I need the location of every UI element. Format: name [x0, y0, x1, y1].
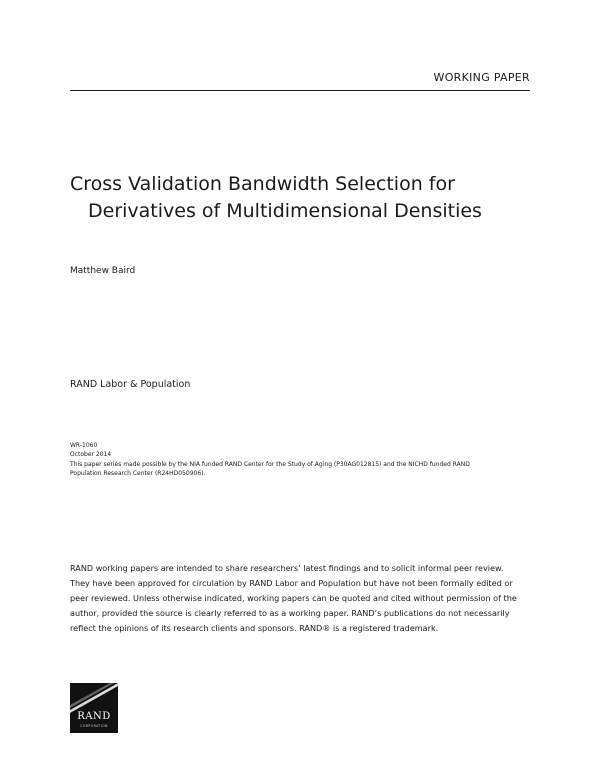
title-line-2: Derivatives of Multidimensional Densities: [88, 200, 482, 222]
working-paper-label: WORKING PAPER: [433, 71, 530, 84]
title-line-1: Cross Validation Bandwidth Selection for: [70, 173, 455, 195]
disclaimer-line-4: author, provided the source is clearly referred to as a working paper. RAND’s publications do not necessarily: [70, 608, 510, 618]
header-divider: [70, 90, 530, 91]
report-number: WR-1060: [70, 442, 98, 449]
paper-title: [70, 171, 540, 225]
author-name: Matthew Baird: [70, 266, 136, 276]
rand-logo: [70, 683, 118, 733]
publication-info: [70, 441, 530, 479]
disclaimer-line-5: reflect the opinions of its research clients and sponsors. RAND® is a registered trademark.: [70, 623, 439, 633]
funding-line-2: Population Research Center (R24HD050906).: [70, 470, 206, 478]
logo-wordmark: RAND: [77, 711, 111, 722]
publication-date: October 2014: [70, 451, 112, 459]
logo-subtitle: CORPORATION: [80, 724, 108, 728]
disclaimer-line-2: They have been approved for circulation by RAND Labor and Population but have not been formally edited or: [70, 578, 513, 588]
disclaimer-line-1: RAND working papers are intended to share researchers’ latest findings and to solicit informal peer review.: [70, 563, 504, 573]
disclaimer-paragraph: [70, 561, 532, 636]
program-name: RAND Labor & Population: [70, 379, 191, 390]
disclaimer-line-3: peer reviewed. Unless otherwise indicated, working papers can be quoted and cited without permission of the: [70, 593, 517, 603]
funding-line-1: This paper series made possible by the NIA funded RAND Center for the Study of Aging (P30AG012815) and the NICHD funded RAND: [70, 460, 470, 468]
